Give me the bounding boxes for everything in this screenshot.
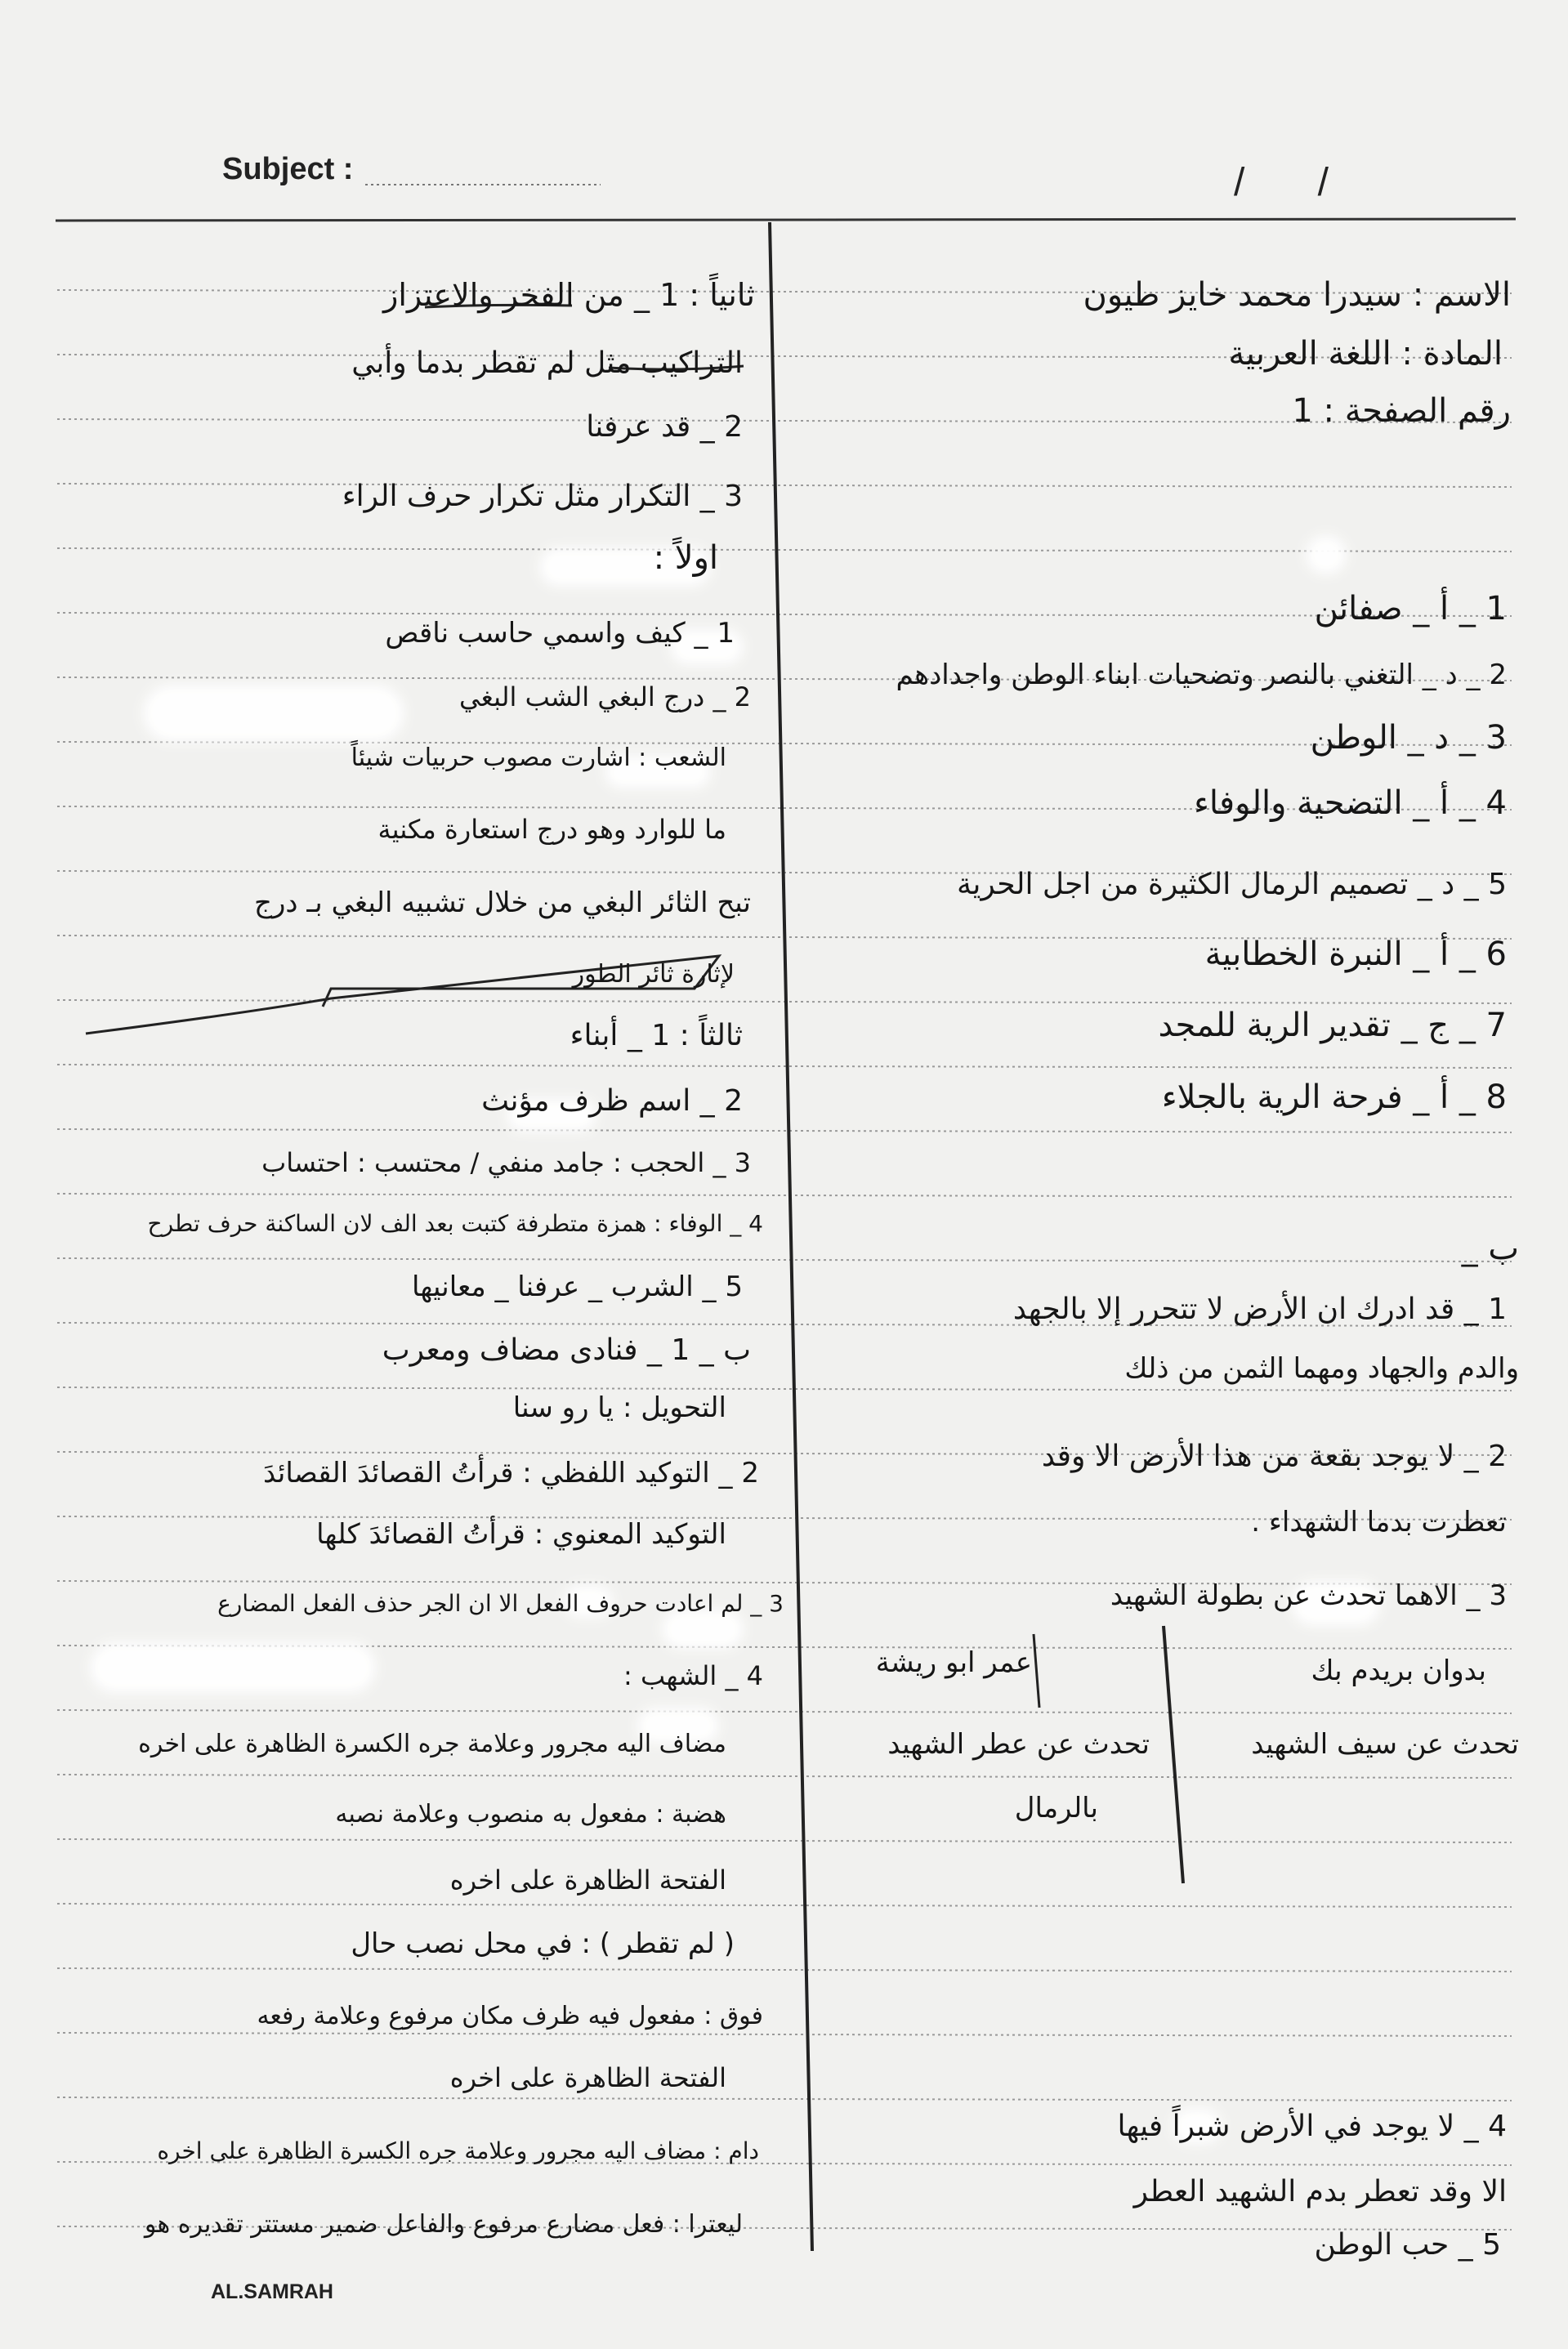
- left-answer-line: 2 _ قد عرفنا: [586, 410, 743, 444]
- left-answer-line: هضبة : مفعول به منصوب وعلامة نصبه: [335, 1800, 726, 1829]
- left-answer-line: 4 _ الشهب :: [623, 1660, 763, 1691]
- left-answer-line: التوكيد المعنوي : قرأتُ القصائدَ كلها: [316, 1518, 726, 1551]
- left-answer-line: 3 _ الحجب : جامد منفي / محتسب : احتساب: [261, 1147, 751, 1178]
- right-answer-line: 5 _ حب الوطن: [1314, 2228, 1501, 2262]
- redaction-smudge: [90, 1642, 376, 1693]
- right-answer-line: تعطرت بدما الشهداء .: [1251, 1506, 1507, 1538]
- table-left-body-1: تحدث عن عطر الشهيد: [887, 1728, 1150, 1761]
- left-answer-line: التراكيب مثل لم تقطر بدما وأبي: [351, 346, 743, 380]
- right-answer-line: 3 _ الاهما تحدث عن بطولة الشهيد: [1110, 1579, 1507, 1612]
- right-answer-line: 1 _ قد ادرك ان الأرض لا تتحرر إلا بالجهد: [1012, 1293, 1507, 1326]
- right-answer-line: 4 _ لا يوجد في الأرض شبراً فيها: [1117, 2110, 1507, 2143]
- left-answer-line: 5 _ الشرب _ عرفنا _ معانيها: [411, 1271, 743, 1303]
- right-answer-line: 5 _ د _ تصميم الرمال الكثيرة من اجل الحرية: [957, 868, 1507, 901]
- table-right-body: تحدث عن سيف الشهيد: [1251, 1728, 1519, 1761]
- right-answer-line: 7 _ ج _ تقدير الرية للمجد: [1158, 1007, 1507, 1044]
- table-right-head: بدوان بريدم بك: [1311, 1655, 1486, 1687]
- left-answer-line: 2 _ درج البغي الشب البغي: [459, 681, 751, 712]
- right-answer-line: رقم الصفحة : 1: [1292, 392, 1511, 430]
- left-answer-line: ليعترا : فعل مضارع مرفوع والفاعل ضمير مستتر تقديره هو: [144, 2210, 743, 2239]
- right-answer-line: الا وقد تعطر بدم الشهيد العطر: [1133, 2175, 1507, 2208]
- subject-label: Subject :: [222, 152, 354, 186]
- left-answer-line: فوق : مفعول فيه ظرف مكان مرفوع وعلامة رفعه: [257, 2002, 763, 2030]
- right-answer-line: 2 _ د _ التغني بالنصر وتضحيات ابناء الوطن واجدادهم: [896, 659, 1507, 691]
- left-answer-line: 3 _ التكرار مثل تكرار حرف الراء: [342, 480, 743, 513]
- left-answer-line: ثانياً : 1 _ من الفخر والاعتزاز: [383, 277, 755, 313]
- right-answer-line: 8 _ أ _ فرحة الرية بالجلاء: [1161, 1078, 1507, 1116]
- right-answer-line: اولاً :: [653, 539, 718, 577]
- left-answer-line: تبح الثائر البغي من خلال تشبيه البغي بـ درج: [254, 886, 751, 919]
- left-answer-line: الشعب : اشارت مصوب حربيات شيئاً: [351, 744, 726, 772]
- right-answer-line: المادة : اللغة العربية: [1228, 335, 1503, 373]
- left-answer-line: ( لم تقطر ) : في محل نصب حال: [351, 1927, 735, 1960]
- left-answer-line: 2 _ اسم ظرف مؤنث: [481, 1084, 743, 1118]
- left-answer-line: ب _ 1 _ فنادى مضاف ومعرب: [382, 1333, 751, 1367]
- left-answer-line: ثالثاً : 1 _ أبناء: [570, 1019, 743, 1052]
- redaction-smudge: [143, 685, 404, 742]
- table-left-body-2: بالرمال: [1014, 1792, 1098, 1824]
- right-answer-line: والدم والجهاد ومهما الثمن من ذلك: [1124, 1352, 1519, 1385]
- right-answer-line: 4 _ أ _ التضحية والوفاء: [1194, 784, 1507, 822]
- right-answer-line: 6 _ أ _ النبرة الخطابية: [1204, 936, 1507, 973]
- right-answer-line: الاسم : سيدرا محمد خايز طيون: [1083, 276, 1511, 314]
- left-answer-line: مضاف اليه مجرور وعلامة جره الكسرة الظاهرة على اخره: [138, 1730, 726, 1758]
- right-answer-line: ب _: [1461, 1230, 1519, 1267]
- right-answer-line: 1 _ أ _ صفائن: [1314, 590, 1507, 627]
- redaction-smudge: [1306, 535, 1347, 574]
- left-answer-line: 3 _ لم اعادت حروف الفعل الا ان الجر حذف الفعل المضارع: [217, 1590, 784, 1617]
- left-answer-line: التحويل : يا رو سنا: [512, 1391, 726, 1424]
- footer-brand: AL.SAMRAH: [211, 2280, 333, 2303]
- left-answer-line: ما للوارد وهو درج استعارة مكنية: [377, 814, 726, 845]
- left-answer-line: 2 _ التوكيد اللفظي : قرأتُ القصائدَ القصائدَ: [263, 1457, 759, 1489]
- right-answer-line: 2 _ لا يوجد بقعة من هذا الأرض الا وقد: [1041, 1440, 1507, 1473]
- left-answer-line: دام : مضاف اليه مجرور وعلامة جره الكسرة الظاهرة على اخره: [157, 2137, 759, 2164]
- left-answer-line: الفتحة الظاهرة على اخره: [449, 1864, 726, 1896]
- right-answer-line: 3 _ د _ الوطن: [1310, 719, 1507, 757]
- left-answer-line: لإثارة ثائر الطور: [572, 960, 735, 989]
- table-left-head: عمر ابو ريشة: [875, 1646, 1032, 1679]
- top-rule: [56, 219, 1516, 221]
- left-answer-line: الفتحة الظاهرة على اخره: [449, 2062, 726, 2093]
- left-answer-line: 1 _ كيف واسمي حاسب ناقص: [385, 617, 735, 650]
- page-number-marks: / /: [1234, 161, 1360, 204]
- left-answer-line: 4 _ الوفاء : همزة متطرفة كتبت بعد الف لان الساكنة حرف تطرح: [147, 1210, 763, 1237]
